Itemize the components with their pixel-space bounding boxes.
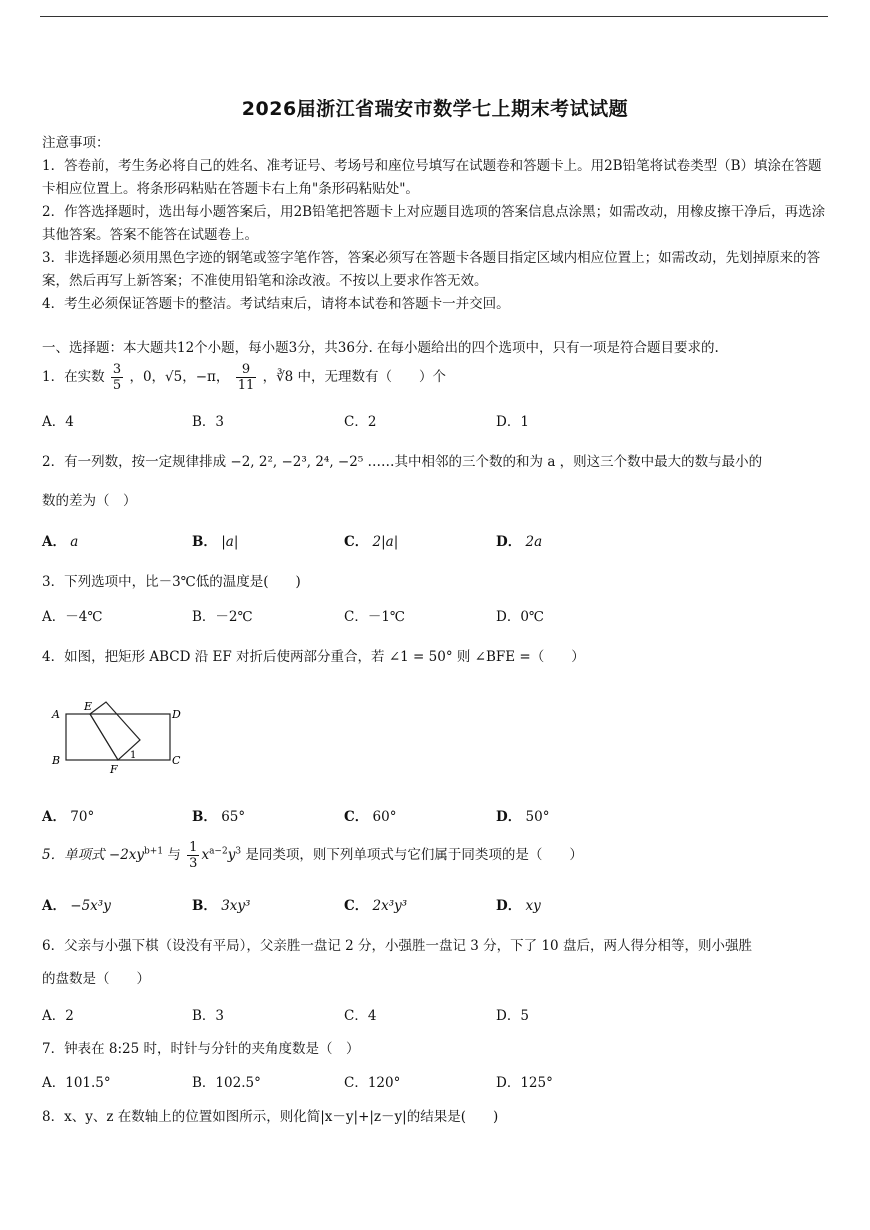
option-d[interactable]: D． 50°: [496, 809, 550, 825]
fraction: $\frac{1}{3}$: [189, 840, 198, 871]
options-row: [42, 410, 802, 432]
options-row: [42, 605, 802, 627]
header-rule: [40, 16, 828, 17]
question-4: 4．如图，把矩形 ABCD 沿 EF 对折后使两部分重合，若 ∠1 = 50° 则 ∠BFE =（ ）: [42, 649, 585, 665]
option-a[interactable]: A．101.5°: [42, 1075, 111, 1091]
notice-item: 2．作答选择题时，选出每小题答案后，用2B铅笔把答题卡上对应题目选项的答案信息点涂黑；如需改动，用橡皮擦干净后，再选涂其他答案。答案不能答在试题卷上。: [42, 204, 826, 243]
option-c[interactable]: C．－1℃: [344, 609, 406, 625]
notice-item: 4．考生必须保证答题卡的整洁。考试结束后，请将本试卷和答题卡一并交回。: [42, 296, 510, 312]
option-a[interactable]: A． 70°: [42, 809, 95, 825]
option-c[interactable]: C．2: [344, 414, 377, 430]
question-2-line1: 2．有一列数，按一定规律排成 −2, 2², −2³, 2⁴, −2⁵ ……其中相邻的三个数的和为 a ，则这三个数中最大的数与最小的: [42, 454, 763, 470]
label-f: F: [110, 763, 118, 776]
question-5: 5．单项式 $-2xy^{b+1}$ 与 $\frac{1}{3}$ $x^{a-2}y^3$ 是同类项，则下列单项式与它们属于同类项的是（ ）: [42, 840, 583, 871]
option-c[interactable]: C． 2|a|: [344, 534, 399, 550]
label-b: B: [52, 754, 61, 767]
option-b[interactable]: B． 3xy³: [192, 898, 251, 914]
option-b[interactable]: B． |a|: [192, 534, 239, 550]
notice-item: 1．答卷前，考生务必将自己的姓名、准考证号、考场号和座位号填写在试题卷和答题卡上。用2B铅笔将试卷类型（B）填涂在答题卡相应位置上。将条形码粘贴在答题卡右上角"条形码粘贴处"。: [42, 158, 822, 197]
option-c[interactable]: C．4: [344, 1008, 377, 1024]
option-d[interactable]: D． 2a: [496, 534, 543, 550]
option-c[interactable]: C． 2x³y³: [344, 898, 408, 914]
fraction: $\frac{9}{11}$: [237, 362, 255, 393]
label-c: C: [172, 754, 181, 767]
option-c[interactable]: C． 60°: [344, 809, 397, 825]
option-d[interactable]: D． xy: [496, 898, 541, 914]
notice-heading: 注意事项：: [42, 135, 110, 151]
option-a[interactable]: A． a: [42, 534, 79, 550]
option-c[interactable]: C．120°: [344, 1075, 401, 1091]
label-e: E: [84, 700, 93, 713]
question-7: 7．钟表在 8:25 时，时针与分针的夹角度数是（ ）: [42, 1041, 360, 1057]
option-a[interactable]: A．4: [42, 414, 74, 430]
question-6-line1: 6．父亲与小强下棋（设没有平局），父亲胜一盘记 2 分，小强胜一盘记 3 分，下了 10 盘后，两人得分相等，则小强胜: [42, 938, 752, 954]
section-heading: 一、选择题：本大题共12个小题，每小题3分，共36分. 在每小题给出的四个选项中，只有一项是符合题目要求的.: [42, 340, 719, 356]
option-a[interactable]: A． −5x³y: [42, 898, 111, 914]
rectangle-fold-figure: [50, 700, 190, 780]
option-b[interactable]: B．3: [192, 414, 225, 430]
label-d: D: [172, 708, 181, 721]
option-d[interactable]: D．1: [496, 414, 529, 430]
option-b[interactable]: B．102.5°: [192, 1075, 261, 1091]
label-angle-1: 1: [130, 750, 137, 761]
option-d[interactable]: D．5: [496, 1008, 529, 1024]
option-b[interactable]: B．－2℃: [192, 609, 253, 625]
page-title: 2026届浙江省瑞安市数学七上期末考试试题: [241, 98, 629, 120]
option-b[interactable]: B． 65°: [192, 809, 246, 825]
options-row: [42, 1071, 802, 1093]
options-row: [42, 1004, 802, 1026]
label-a: A: [52, 708, 60, 721]
notice-item: 3．非选择题必须用黑色字迹的钢笔或签字笔作答，答案必须写在答题卡各题目指定区域内相应位置上；如需改动，先划掉原来的答案，然后再写上新答案；不准使用铅笔和涂改液。不按以上要求作答无效。: [42, 250, 821, 289]
question-3: 3．下列选项中，比－3℃低的温度是( ): [42, 574, 301, 590]
options-row: [42, 530, 802, 552]
question-6-line2: 的盘数是（ ）: [42, 971, 150, 987]
option-a[interactable]: A．－4℃: [42, 609, 103, 625]
option-a[interactable]: A．2: [42, 1008, 74, 1024]
options-row: [42, 894, 802, 916]
question-1: 1．在实数 $\frac{3}{5}$ ，0，√5，−π， $\frac{9}{11}$ ，∛8 中，无理数有（ ）个: [42, 362, 447, 393]
option-b[interactable]: B．3: [192, 1008, 225, 1024]
options-row: [42, 805, 802, 827]
option-d[interactable]: D．0℃: [496, 609, 545, 625]
option-d[interactable]: D．125°: [496, 1075, 553, 1091]
question-2-line2: 数的差为（ ）: [42, 493, 137, 509]
question-8: 8．x、y、z 在数轴上的位置如图所示，则化简|x－y|+|z－y|的结果是( ): [42, 1109, 499, 1125]
notice-block: [42, 132, 832, 316]
fraction: $\frac{3}{5}$: [112, 362, 122, 393]
